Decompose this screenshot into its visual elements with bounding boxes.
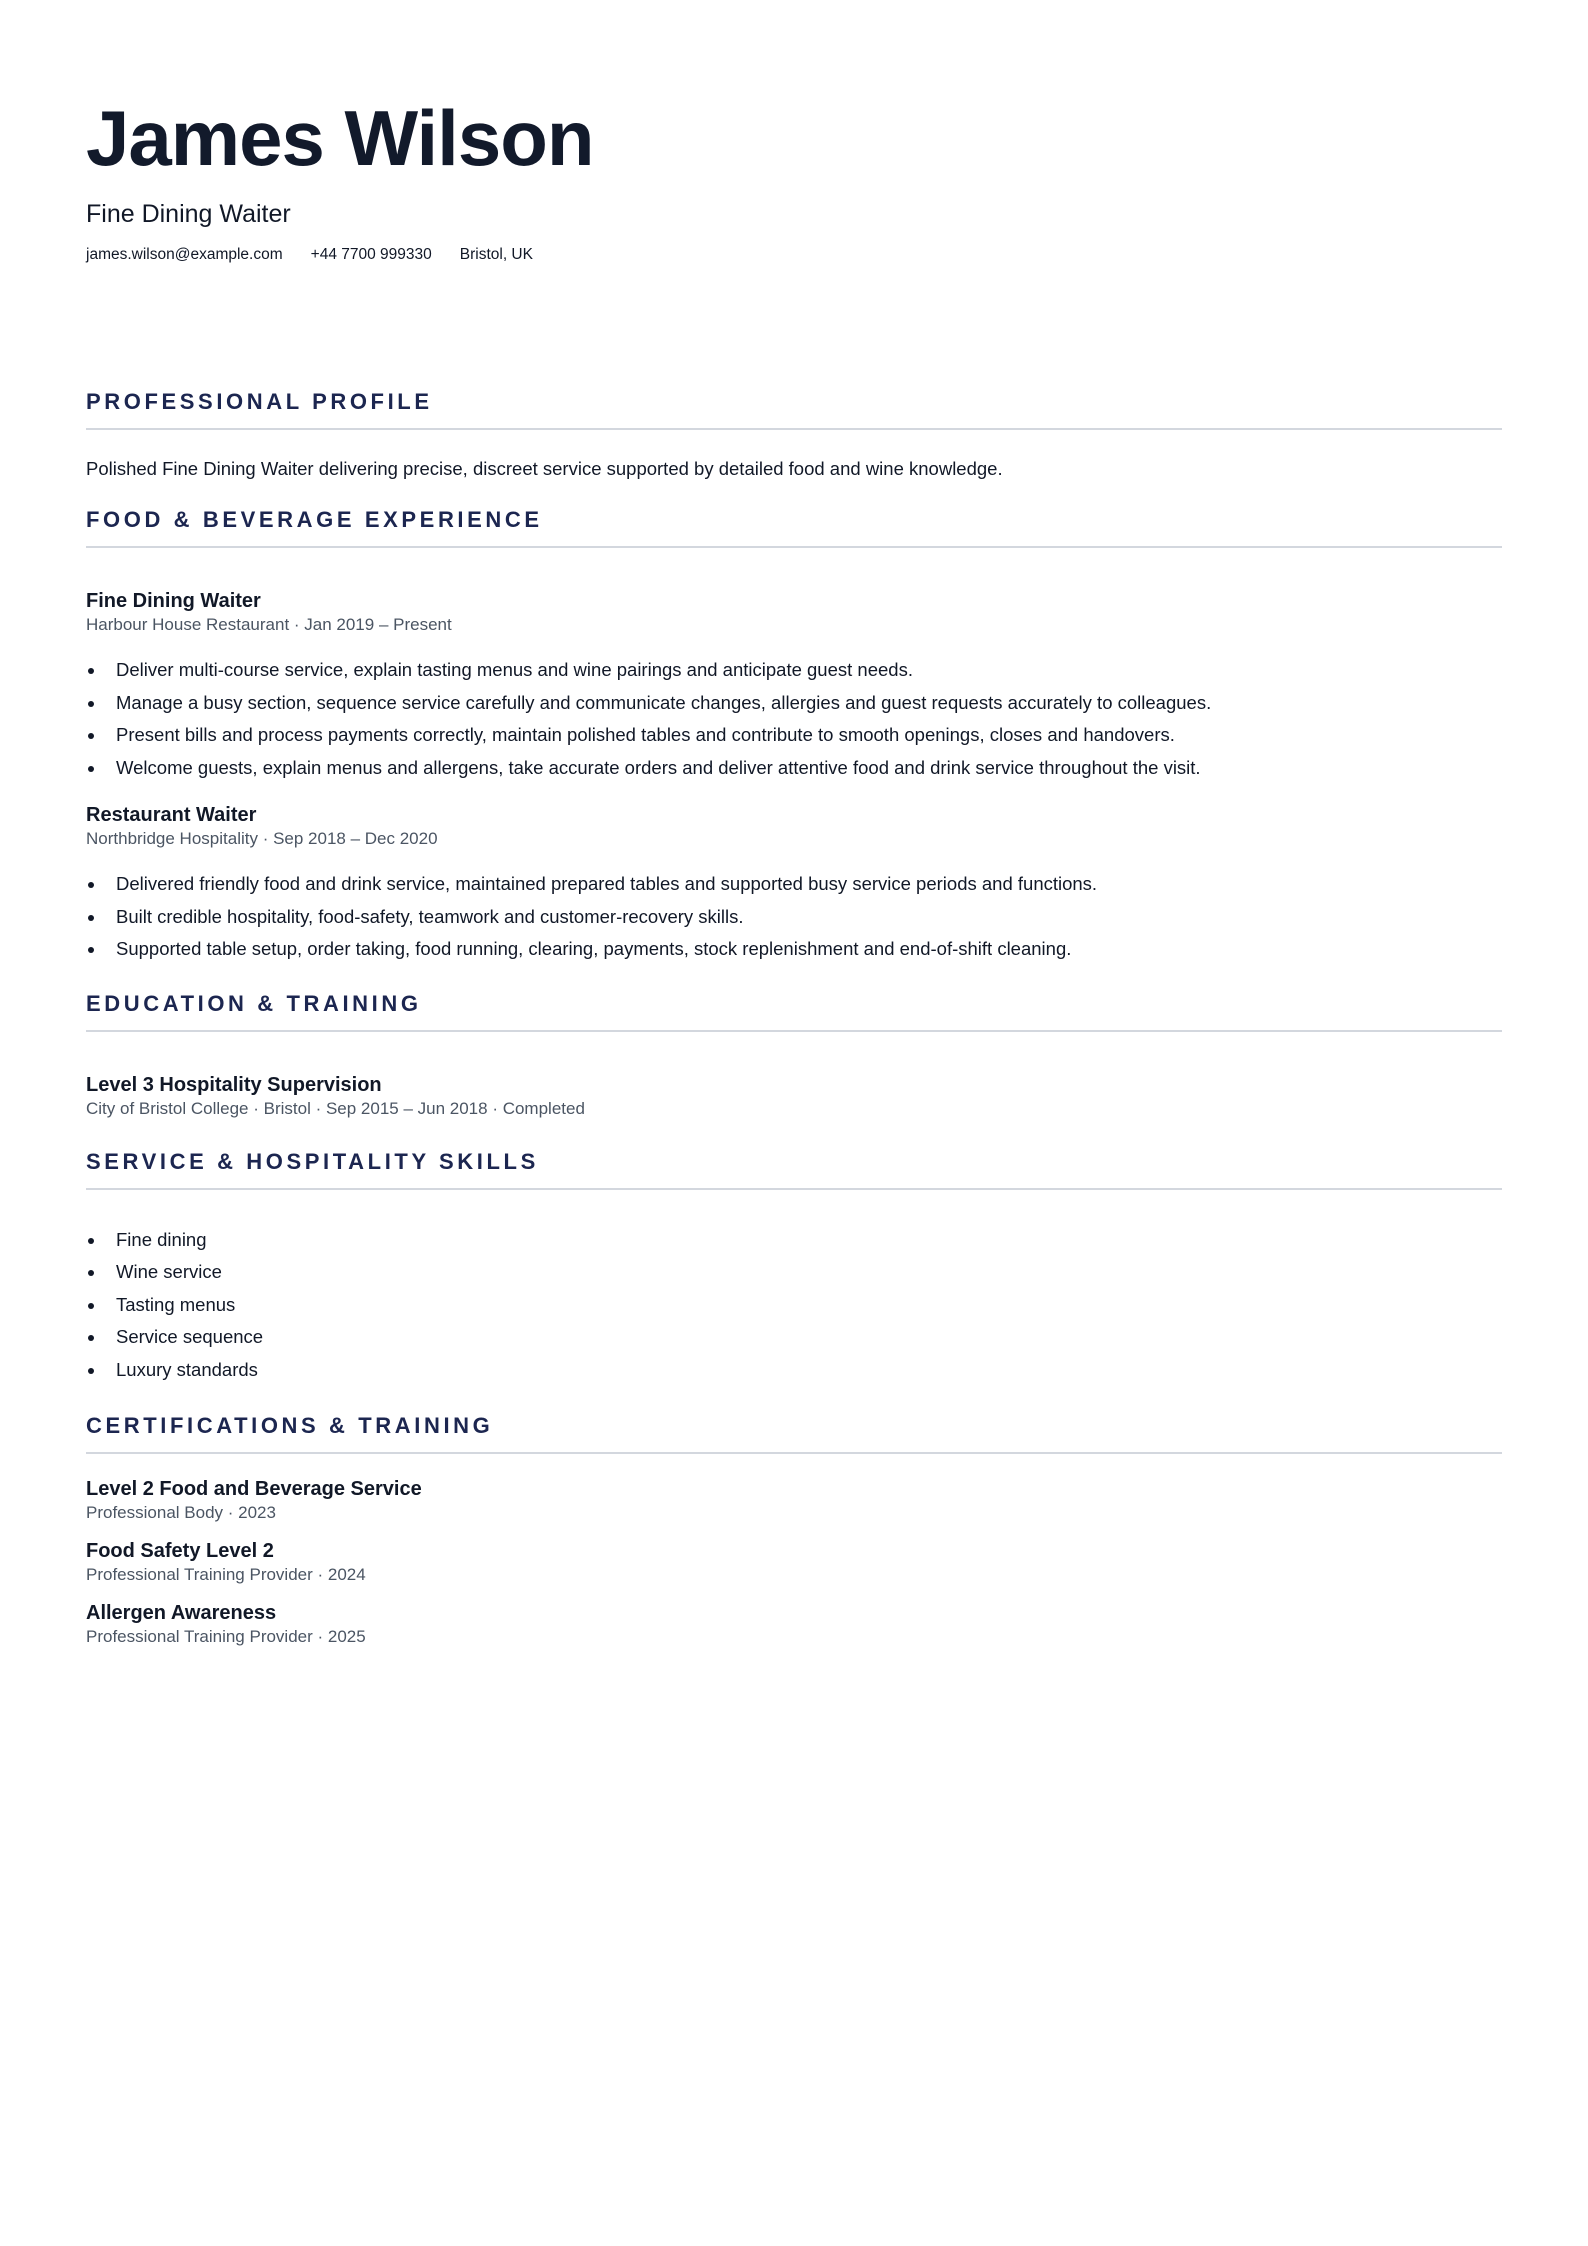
skill-item: Luxury standards: [86, 1354, 1502, 1387]
job-title: Restaurant Waiter: [86, 804, 257, 826]
certification-meta: Professional Training Provider · 2025: [86, 1627, 366, 1646]
skill-item: Wine service: [86, 1256, 1502, 1289]
section-education: [86, 990, 1502, 1120]
certification-entry: [86, 1476, 1502, 1524]
certification-title: Food Safety Level 2: [86, 1540, 274, 1562]
job-bullet: Delivered friendly food and drink service, maintained prepared tables and supported busy service periods and functions.: [86, 868, 1502, 901]
job-bullet: Manage a busy section, sequence service carefully and communicate changes, allergies and guest requests accurately to colleagues.: [86, 687, 1502, 720]
certification-meta: Professional Training Provider · 2024: [86, 1565, 366, 1584]
job-meta: Northbridge Hospitality · Sep 2018 – Dec 2020: [86, 829, 438, 848]
job-bullet: Supported table setup, order taking, food running, clearing, payments, stock replenishment and end-of-shift cleaning.: [86, 933, 1502, 966]
job-bullet: Welcome guests, explain menus and allergens, take accurate orders and deliver attentive food and drink service throughout the visit.: [86, 752, 1502, 785]
contact-line: [86, 244, 1502, 266]
job-bullet: Deliver multi-course service, explain tasting menus and wine pairings and anticipate guest needs.: [86, 654, 1502, 687]
job-bullet: Built credible hospitality, food-safety, teamwork and customer-recovery skills.: [86, 901, 1502, 934]
section-heading-education: EDUCATION & TRAINING: [86, 990, 1502, 1032]
job-title: Fine Dining Waiter: [86, 590, 261, 612]
education-title: Level 3 Hospitality Supervision: [86, 1073, 382, 1096]
contact-location: Bristol, UK: [459, 246, 533, 263]
section-profile: [86, 388, 1502, 482]
certification-meta: Professional Body · 2023: [86, 1503, 276, 1522]
job-bullet: Present bills and process payments correctly, maintain polished tables and contribute to smooth openings, closes and handovers.: [86, 719, 1502, 752]
skill-item: Tasting menus: [86, 1289, 1502, 1322]
section-experience: [86, 506, 1502, 966]
certification-entry: [86, 1600, 1502, 1648]
certification-entry: [86, 1538, 1502, 1586]
candidate-title: Fine Dining Waiter: [86, 200, 291, 228]
job-bullets: [86, 654, 1502, 784]
certification-title: Allergen Awareness: [86, 1602, 277, 1624]
contact-email: james.wilson@example.com: [86, 246, 283, 263]
skill-item: Fine dining: [86, 1224, 1502, 1257]
job-entry: [86, 802, 1502, 966]
certification-title: Level 2 Food and Beverage Service: [86, 1478, 422, 1500]
section-heading-skills: SERVICE & HOSPITALITY SKILLS: [86, 1148, 1502, 1190]
section-heading-certifications: CERTIFICATIONS & TRAINING: [86, 1412, 1502, 1454]
section-heading-profile: PROFESSIONAL PROFILE: [86, 388, 1502, 430]
candidate-name: James Wilson: [86, 94, 594, 182]
contact-phone: +44 7700 999330: [310, 246, 432, 263]
job-bullets: [86, 868, 1502, 966]
job-entry: [86, 588, 1502, 784]
resume-header: [86, 0, 1502, 266]
section-certifications: [86, 1412, 1502, 1648]
education-entry: [86, 1072, 1502, 1120]
profile-summary: Polished Fine Dining Waiter delivering precise, discreet service supported by detailed food and wine knowledge.: [86, 458, 1003, 479]
education-meta: City of Bristol College · Bristol · Sep 2015 – Jun 2018 · Completed: [86, 1098, 585, 1118]
skills-list: [86, 1224, 1502, 1387]
section-skills: [86, 1148, 1502, 1387]
job-meta: Harbour House Restaurant · Jan 2019 – Present: [86, 615, 452, 634]
skill-item: Service sequence: [86, 1321, 1502, 1354]
section-heading-experience: FOOD & BEVERAGE EXPERIENCE: [86, 506, 1502, 548]
